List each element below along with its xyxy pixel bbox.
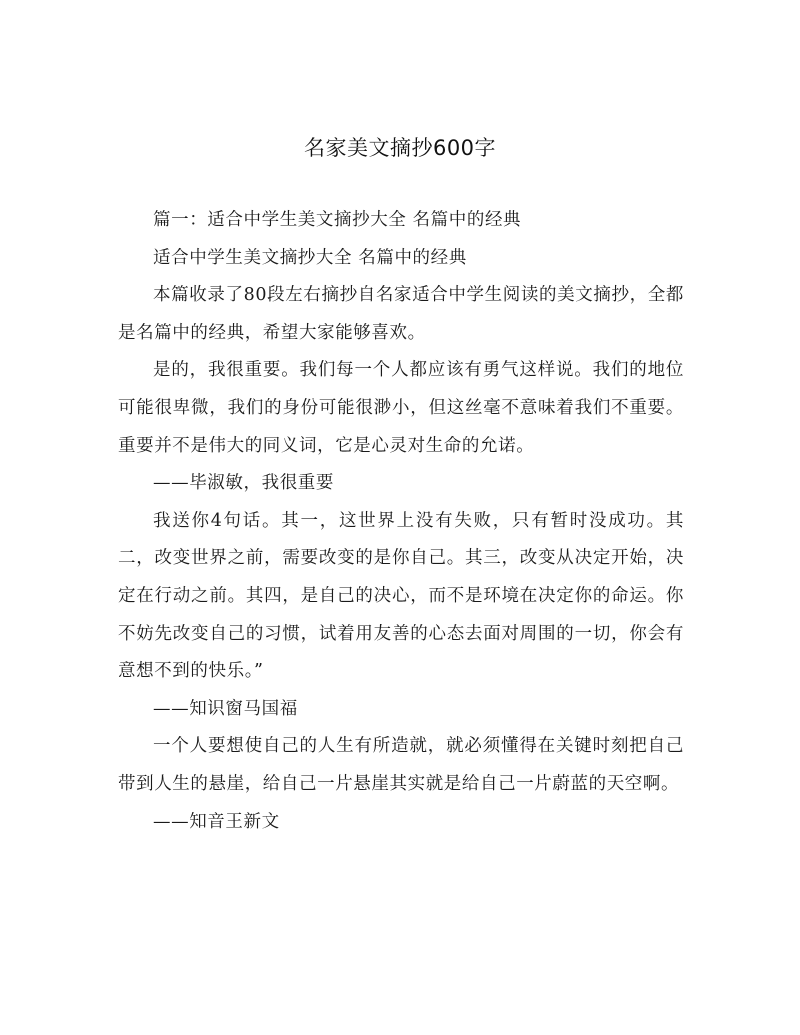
excerpt-paragraph: 我送你4句话。其一，这世界上没有失败，只有暂时没成功。其二，改变世界之前，需要改变的是你自己。其三，改变从决定开始，决定在行动之前。其四，是自己的决心，而不是环境在决定你的命运。你不妨先改变自己的习惯，试着用友善的心态去面对周围的一切，你会有意想不到的快乐。” <box>118 510 684 682</box>
excerpt-attribution: ——知音王新文 <box>153 811 280 832</box>
excerpt-attribution: ——毕淑敏，我很重要 <box>153 473 334 494</box>
subheading: 适合中学生美文摘抄大全 名篇中的经典 <box>153 247 467 268</box>
intro-paragraph: 本篇收录了80段左右摘抄自名家适合中学生阅读的美文摘抄，全都是名篇中的经典，希望大家能够喜欢。 <box>118 285 684 343</box>
section-heading: 篇一：适合中学生美文摘抄大全 名篇中的经典 <box>153 210 522 230</box>
excerpt-paragraph: 一个人要想使自己的人生有所造就，就必须懂得在关键时刻把自己带到人生的悬崖，给自己一片悬崖其实就是给自己一片蔚蓝的天空啊。 <box>118 736 684 794</box>
excerpt-paragraph: 是的，我很重要。我们每一个人都应该有勇气这样说。我们的地位可能很卑微，我们的身份可能很渺小，但这丝毫不意味着我们不重要。重要并不是伟大的同义词，它是心灵对生命的允诺。 <box>118 360 684 456</box>
document-title: 名家美文摘抄600字 <box>303 136 497 160</box>
document-body <box>118 202 684 841</box>
excerpt-attribution: ——知识窗马国福 <box>153 698 298 719</box>
